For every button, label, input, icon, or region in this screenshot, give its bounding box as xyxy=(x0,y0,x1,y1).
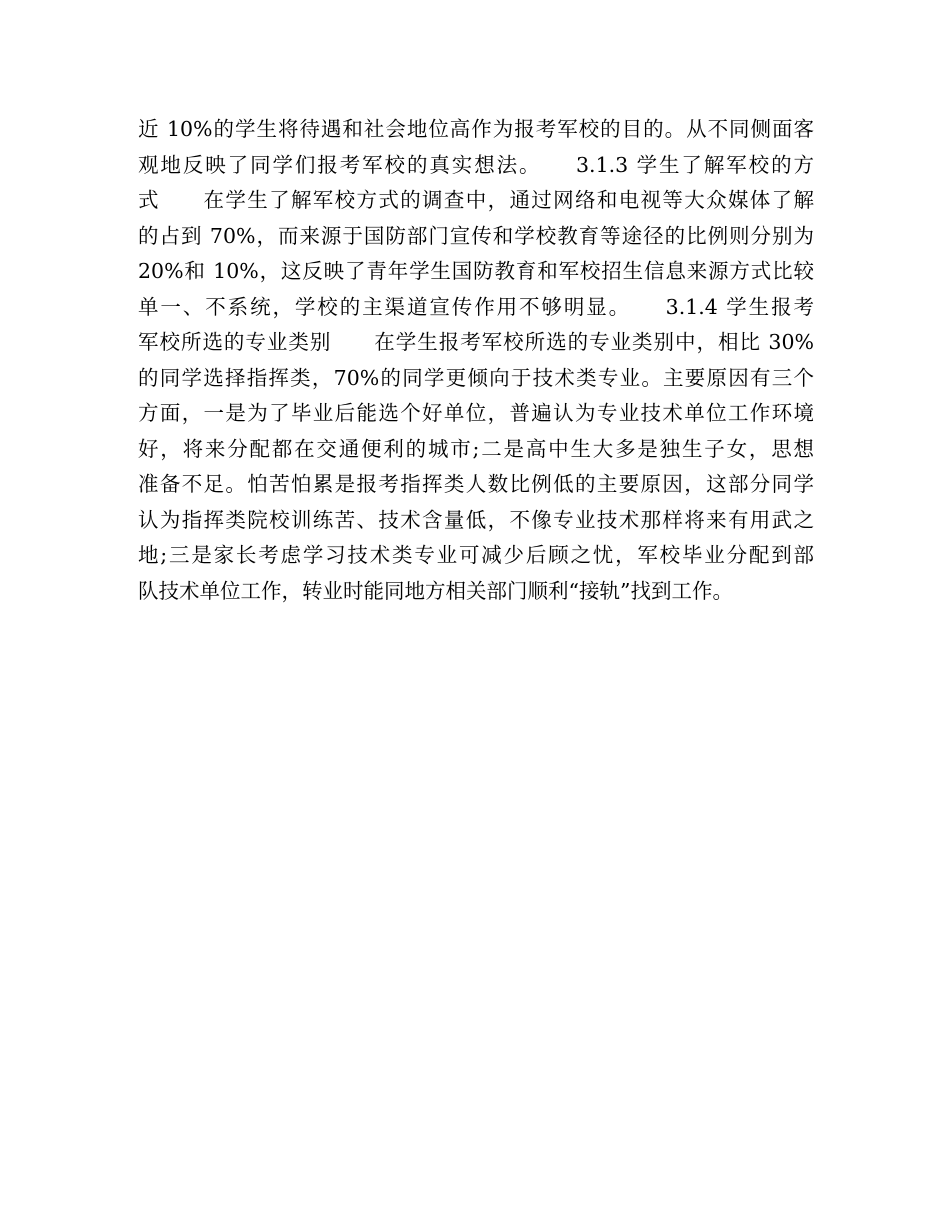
text-line: 军校所选的专业类别 在学生报考军校所选的专业类别中，相比 30% xyxy=(138,330,814,354)
body-paragraph xyxy=(138,112,814,609)
text-line: 认为指挥类院校训练苦、技术含量低，不像专业技术那样将来有用武之 xyxy=(138,507,814,532)
text-line: 地;三是家长考虑学习技术类专业可减少后顾之忧，军校毕业分配到部 xyxy=(138,543,814,567)
text-line: 好，将来分配都在交通便利的城市;二是高中生大多是独生子女，思想 xyxy=(138,436,814,461)
text-line: 准备不足。怕苦怕累是报考指挥类人数比例低的主要原因，这部分同学 xyxy=(138,472,814,496)
text-line: 近 10%的学生将待遇和社会地位高作为报考军校的目的。从不同侧面客 xyxy=(138,117,814,141)
text-line: 的占到 70%，而来源于国防部门宣传和学校教育等途径的比例则分别为 xyxy=(138,223,814,248)
text-line: 20%和 10%，这反映了青年学生国防教育和军校招生信息来源方式比较 xyxy=(138,259,814,283)
text-line: 的同学选择指挥类，70%的同学更倾向于技术类专业。主要原因有三个 xyxy=(138,365,814,390)
text-line: 式 在学生了解军校方式的调查中，通过网络和电视等大众媒体了解 xyxy=(138,188,814,212)
text-line: 观地反映了同学们报考军校的真实想法。 3.1.3 学生了解军校的方 xyxy=(138,152,814,177)
text-line: 单一、不系统，学校的主渠道宣传作用不够明显。 3.1.4 学生报考 xyxy=(138,294,814,319)
text-line: 队技术单位工作，转业时能同地方相关部门顺利“接轨”找到工作。 xyxy=(138,578,733,603)
text-line: 方面，一是为了毕业后能选个好单位，普遍认为专业技术单位工作环境 xyxy=(138,401,814,425)
